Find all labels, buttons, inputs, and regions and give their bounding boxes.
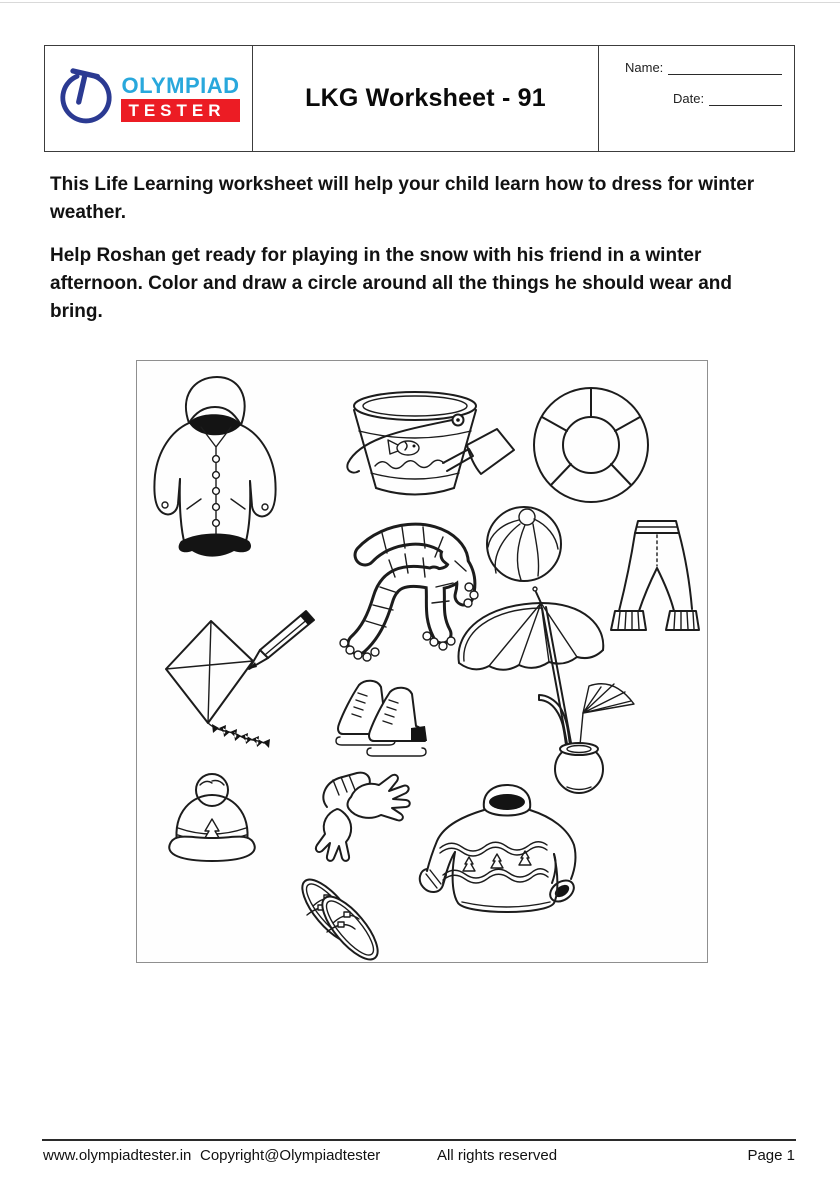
swim-ring-illustration[interactable]	[534, 388, 648, 502]
coconut-drink-illustration[interactable]	[539, 684, 634, 793]
worksheet-illustrations	[137, 361, 707, 962]
worksheet-image-box	[136, 360, 708, 963]
date-input-line[interactable]	[709, 92, 782, 106]
name-date-cell	[599, 46, 794, 151]
intro-line: Help Roshan get ready for playing in the snow with his friend in a winter	[50, 245, 702, 266]
pencil-illustration[interactable]	[249, 611, 314, 669]
intro-paragraph-2	[50, 242, 795, 326]
intro-line: weather.	[50, 202, 127, 223]
snow-pants-illustration[interactable]	[611, 521, 699, 630]
date-label: Date:	[673, 91, 705, 106]
stopwatch-t-icon	[57, 67, 115, 130]
sweater-illustration[interactable]	[420, 785, 578, 912]
brand-wordmark	[121, 75, 239, 122]
gloves-illustration[interactable]	[316, 773, 410, 861]
page-edge-line	[0, 2, 840, 3]
intro-line: This Life Learning worksheet will help your child learn how to dress for winter	[50, 174, 755, 195]
winter-hat-illustration[interactable]	[169, 774, 255, 861]
footer-rights: All rights reserved	[437, 1147, 558, 1164]
brand-word-olympiad: OLYMPIAD	[121, 73, 240, 98]
name-input-line[interactable]	[668, 61, 782, 75]
name-field-row	[625, 60, 782, 75]
beach-ball-illustration[interactable]	[487, 507, 561, 581]
intro-text	[50, 171, 795, 326]
footer-divider	[42, 1139, 796, 1141]
intro-line: afternoon. Color and draw a circle around all the things he should wear and	[50, 273, 732, 294]
footer-copyright: Copyright@Olympiadtester	[200, 1147, 381, 1164]
sandals-illustration[interactable]	[293, 871, 386, 962]
kite-illustration[interactable]	[166, 621, 270, 748]
footer-page-number: Page 1	[747, 1147, 795, 1164]
title-cell	[253, 46, 599, 151]
ice-skates-illustration[interactable]	[336, 681, 427, 756]
bucket-illustration[interactable]	[347, 392, 514, 495]
page-title: LKG Worksheet - 91	[305, 84, 546, 112]
scarf-illustration[interactable]	[340, 527, 478, 661]
footer-website: www.olympiadtester.in	[43, 1147, 192, 1164]
intro-paragraph-1	[50, 171, 795, 227]
brand-word-tester: TESTER	[121, 99, 239, 122]
brand-logo	[45, 46, 253, 151]
intro-line: bring.	[50, 301, 103, 322]
header-box	[44, 45, 795, 152]
date-field-row	[625, 91, 782, 106]
coat-illustration[interactable]	[154, 377, 275, 557]
name-label: Name:	[625, 60, 664, 75]
